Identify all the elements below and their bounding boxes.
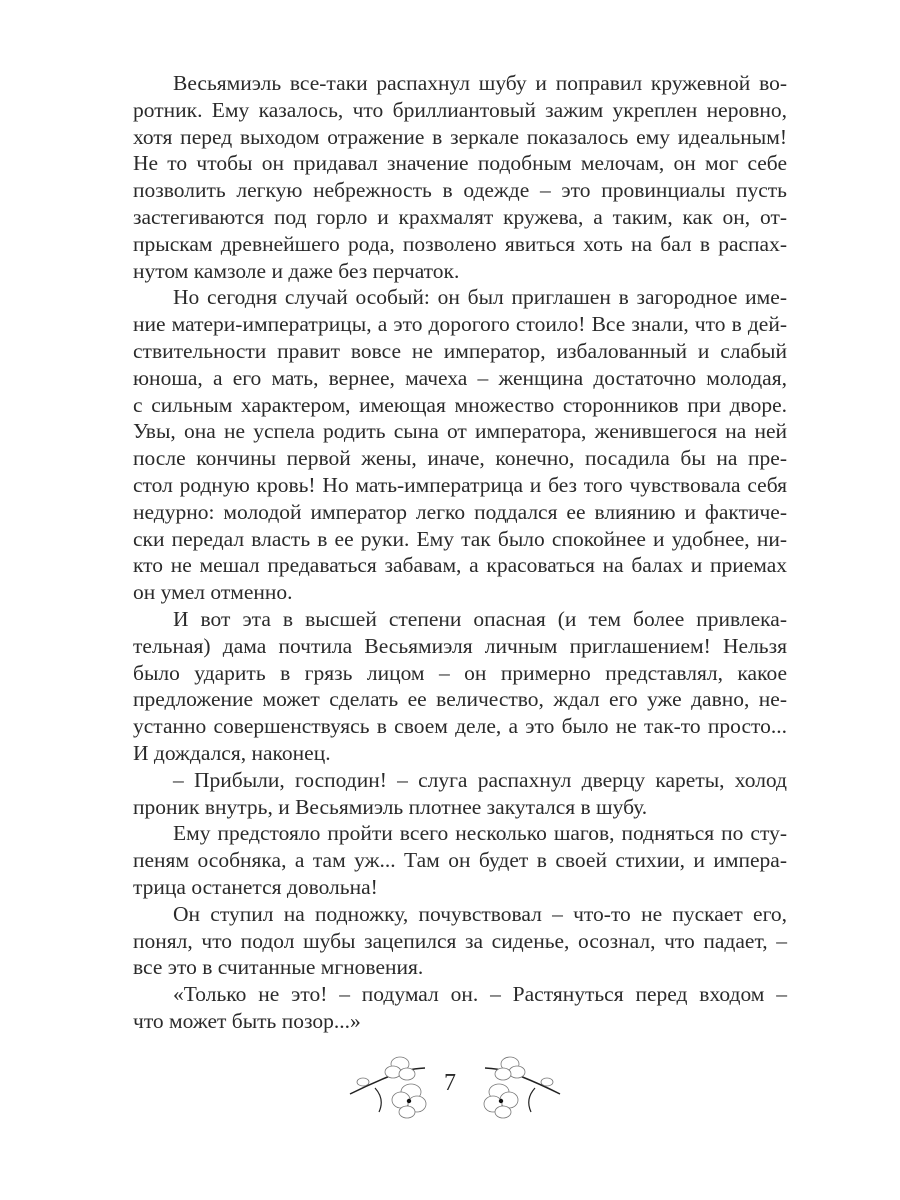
text-line: Увы, она не успела родить сына от императора, женившегося на ней <box>133 419 787 444</box>
text-line: недурно: молодой император легко поддался ее влиянию и фактиче- <box>133 499 787 524</box>
paragraph <box>133 820 787 900</box>
text-line: И вот эта в высшей степени опасная (и тем более привлека- <box>173 606 787 631</box>
text-line: ротник. Ему казалось, что бриллиантовый зажим укреплен неровно, <box>133 97 787 122</box>
text-line: устанно совершенствуясь в своем деле, а это было не так-то просто... <box>133 714 787 739</box>
text-line: пеням особняка, а там уж... Там он будет в своей стихии, и импера- <box>133 848 787 873</box>
page-number: 7 <box>444 1070 456 1096</box>
paragraph <box>133 901 787 981</box>
text-line: все это в считанные мгновения. <box>133 955 424 980</box>
text-line: что может быть позор...» <box>133 1008 361 1033</box>
text-line: позволить легкую небрежность в одежде – это провинциалы пусть <box>133 178 787 203</box>
text-line: Ему предстояло пройти всего несколько шагов, подняться по сту- <box>173 821 787 846</box>
text-line: после кончины первой жены, иначе, конечно, посадила бы на пре- <box>133 446 787 471</box>
text-line: с сильным характером, имеющая множество сторонников при дворе. <box>133 392 787 417</box>
text-line: понял, что подол шубы зацепился за сиденье, осознал, что падает, – <box>133 928 787 953</box>
text-line: проник внутрь, и Весьямиэль плотнее закутался в шубу. <box>133 794 648 819</box>
text-line: ски передал власть в ее руки. Ему так было спокойнее и удобнее, ни- <box>133 526 787 551</box>
paragraph <box>133 284 787 606</box>
text-line: И дождался, наконец. <box>133 740 331 765</box>
text-line: он умел отменно. <box>133 580 293 605</box>
text-line: юноша, а его мать, вернее, мачеха – женщина достаточно молодая, <box>133 365 787 390</box>
text-line: прыскам древнейшего рода, позволено явиться хоть на бал в распах- <box>133 231 787 256</box>
text-line: стол родную кровь! Но мать-императрица и без того чувствовала себя <box>133 472 787 497</box>
text-line: тельная) дама почтила Весьямиэля личным приглашением! Нельзя <box>133 633 787 658</box>
text-line: Но сегодня случай особый: он был приглашен в загородное име- <box>173 285 787 310</box>
magnolia-ornament-right-icon <box>470 1054 565 1120</box>
text-line: нутом камзоле и даже без перчаток. <box>133 258 460 283</box>
text-line: застегиваются под горло и крахмалят кружева, а таким, как он, от- <box>133 204 787 229</box>
text-line: Не то чтобы он придавал значение подобным мелочам, он мог себе <box>133 151 787 176</box>
text-line: трица останется довольна! <box>133 874 378 899</box>
paragraph <box>133 70 787 284</box>
text-line: Он ступил на подножку, почувствовал – что-то не пускает его, <box>173 901 787 926</box>
paragraph <box>133 767 787 821</box>
text-line: ствительности правит вовсе не император, избалованный и слабый <box>133 338 787 363</box>
text-line: предложение может сделать ее величество, ждал его уже давно, не- <box>133 687 787 712</box>
text-line: кто не мешал предаваться забавам, а красоваться на балах и приемах <box>133 553 787 578</box>
paragraph <box>133 981 787 1035</box>
body-text <box>133 70 787 1035</box>
page-footer <box>0 1050 900 1120</box>
text-line: Весьямиэль все-таки распахнул шубу и поправил кружевной во- <box>173 71 787 95</box>
text-line: хотя перед выходом отражение в зеркале показалось ему идеальным! <box>133 124 787 149</box>
text-line: было ударить в грязь лицом – он примерно представлял, какое <box>133 660 787 685</box>
text-line: ние матери-императрицы, а это дорогого стоило! Все знали, что в дей- <box>133 312 787 337</box>
text-line: «Только не это! – подумал он. – Растянуться перед входом – <box>173 982 787 1007</box>
paragraph <box>133 606 787 767</box>
text-line: – Прибыли, господин! – слуга распахнул дверцу кареты, холод <box>173 767 787 792</box>
